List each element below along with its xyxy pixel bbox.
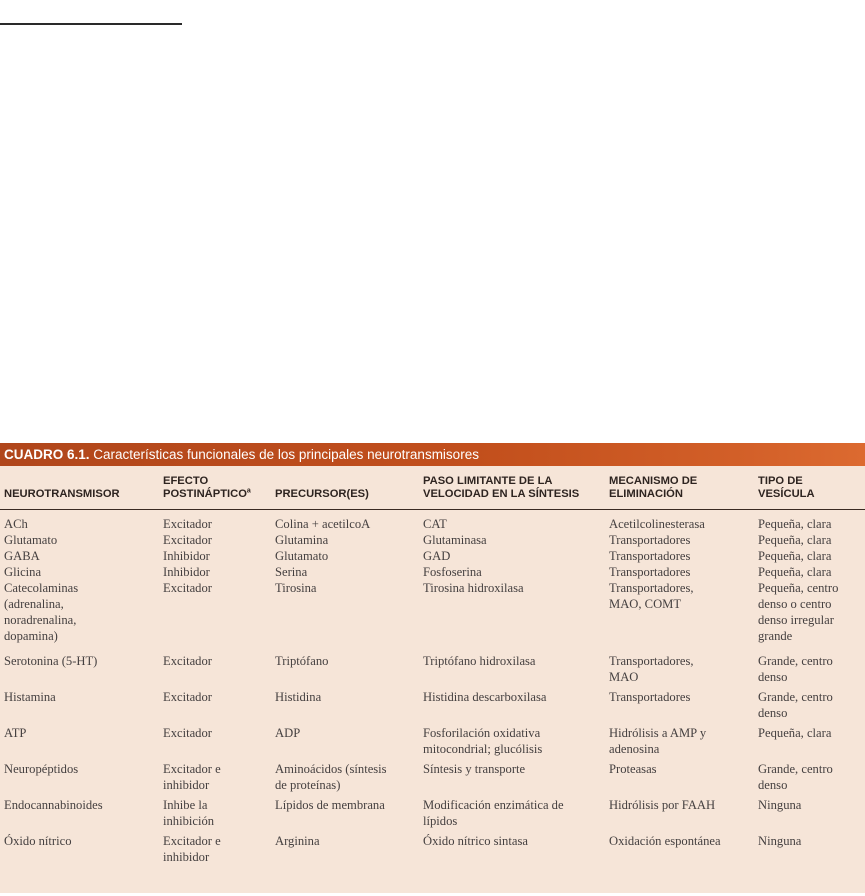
cell-efecto: Inhibidor	[163, 565, 210, 579]
caption-label: CUADRO 6.1.	[4, 447, 90, 462]
cell-precursor: Lípidos de membrana	[275, 798, 385, 812]
cell-paso-limitante: Tirosina hidroxilasa	[423, 581, 524, 595]
cell-neurotransmisor: Serotonina (5-HT)	[4, 654, 98, 668]
cell-efecto: Excitador	[163, 581, 212, 595]
header-neurotransmisor: NEUROTRANSMISOR	[4, 487, 120, 500]
cell-neurotransmisor: Endocannabinoides	[4, 798, 103, 812]
header-efecto-postinaptico	[163, 475, 251, 500]
cell-paso-limitante: Glutaminasa	[423, 533, 487, 547]
header-paso-limitante: PASO LIMITANTE DE LA VELOCIDAD EN LA SÍNTESIS	[423, 475, 580, 500]
header-tipo-vesicula: TIPO DE VESÍCULA	[758, 475, 815, 500]
cell-paso-limitante: Síntesis y transporte	[423, 762, 526, 776]
cell-precursor: Tirosina	[275, 581, 317, 595]
cell-precursor: Aminoácidos (síntesis de proteínas)	[275, 762, 387, 792]
top-rule	[0, 23, 182, 25]
cell-efecto: Excitador e inhibidor	[163, 762, 221, 792]
cell-vesicula: Pequeña, clara	[758, 517, 832, 531]
cell-neurotransmisor: Catecolaminas (adrenalina, noradrenalina, dopamina)	[4, 581, 79, 643]
cell-mecanismo: Hidrólisis a AMP y adenosina	[609, 726, 707, 756]
cell-neurotransmisor: Histamina	[4, 690, 56, 704]
header-efecto-text: EFECTO POSTINÁPTICO	[163, 475, 247, 500]
cell-mecanismo: Transportadores, MAO	[609, 654, 694, 684]
cell-mecanismo: Acetilcolinesterasa	[609, 517, 705, 531]
table-header-row	[0, 466, 865, 510]
cell-neurotransmisor: Neuropéptidos	[4, 762, 79, 776]
footnote-mark: a	[246, 486, 251, 494]
cell-vesicula: Grande, centro denso	[758, 690, 833, 720]
cell-efecto: Inhibe la inhibición	[163, 798, 215, 828]
cell-paso-limitante: Fosforilación oxidativa mitocondrial; glucólisis	[423, 726, 543, 756]
cell-vesicula: Pequeña, centro denso o centro denso irregular grande	[758, 581, 839, 643]
cell-vesicula: Ninguna	[758, 798, 802, 812]
cell-precursor: Histidina	[275, 690, 322, 704]
cell-neurotransmisor: GABA	[4, 549, 40, 563]
cell-vesicula: Pequeña, clara	[758, 533, 832, 547]
cell-mecanismo: Transportadores	[609, 533, 691, 547]
cell-neurotransmisor: ATP	[4, 726, 27, 740]
header-precursores: PRECURSOR(ES)	[275, 487, 369, 500]
cell-precursor: Glutamina	[275, 533, 329, 547]
cell-precursor: Triptófano	[275, 654, 329, 668]
cell-efecto: Excitador	[163, 654, 212, 668]
cell-neurotransmisor: Glicina	[4, 565, 42, 579]
cell-paso-limitante: Histidina descarboxilasa	[423, 690, 547, 704]
cell-mecanismo: Transportadores	[609, 549, 691, 563]
cell-paso-limitante: CAT	[423, 517, 447, 531]
cell-precursor: Colina + acetilcoA	[275, 517, 371, 531]
cell-paso-limitante: Triptófano hidroxilasa	[423, 654, 536, 668]
cell-efecto: Excitador e inhibidor	[163, 834, 221, 864]
cell-paso-limitante: Modificación enzimática de lípidos	[423, 798, 564, 828]
cell-precursor: Arginina	[275, 834, 320, 848]
cell-efecto: Excitador	[163, 690, 212, 704]
cell-vesicula: Ninguna	[758, 834, 802, 848]
cell-vesicula: Grande, centro denso	[758, 762, 833, 792]
cell-efecto: Inhibidor	[163, 549, 210, 563]
cell-neurotransmisor: Óxido nítrico	[4, 834, 72, 848]
cell-vesicula: Pequeña, clara	[758, 726, 832, 740]
cell-efecto: Excitador	[163, 533, 212, 547]
cell-vesicula: Pequeña, clara	[758, 565, 832, 579]
cell-neurotransmisor: ACh	[4, 517, 28, 531]
cell-mecanismo: Proteasas	[609, 762, 657, 776]
header-mecanismo-eliminacion: MECANISMO DE ELIMINACIÓN	[609, 475, 698, 500]
caption-text: Características funcionales de los principales neurotransmisores	[89, 447, 479, 462]
cell-efecto: Excitador	[163, 517, 212, 531]
cell-mecanismo: Transportadores	[609, 690, 691, 704]
cell-efecto: Excitador	[163, 726, 212, 740]
cell-vesicula: Grande, centro denso	[758, 654, 833, 684]
cell-precursor: Glutamato	[275, 549, 329, 563]
table-caption	[0, 443, 865, 466]
cell-paso-limitante: Óxido nítrico sintasa	[423, 834, 528, 848]
cell-mecanismo: Transportadores	[609, 565, 691, 579]
cell-mecanismo: Transportadores, MAO, COMT	[609, 581, 694, 611]
cell-mecanismo: Hidrólisis por FAAH	[609, 798, 716, 812]
cell-vesicula: Pequeña, clara	[758, 549, 832, 563]
cell-mecanismo: Oxidación espontánea	[609, 834, 721, 848]
cell-precursor: ADP	[275, 726, 301, 740]
cell-neurotransmisor: Glutamato	[4, 533, 58, 547]
cell-precursor: Serina	[275, 565, 308, 579]
cell-paso-limitante: Fosfoserina	[423, 565, 482, 579]
neurotransmitter-table	[0, 443, 865, 893]
cell-paso-limitante: GAD	[423, 549, 451, 563]
